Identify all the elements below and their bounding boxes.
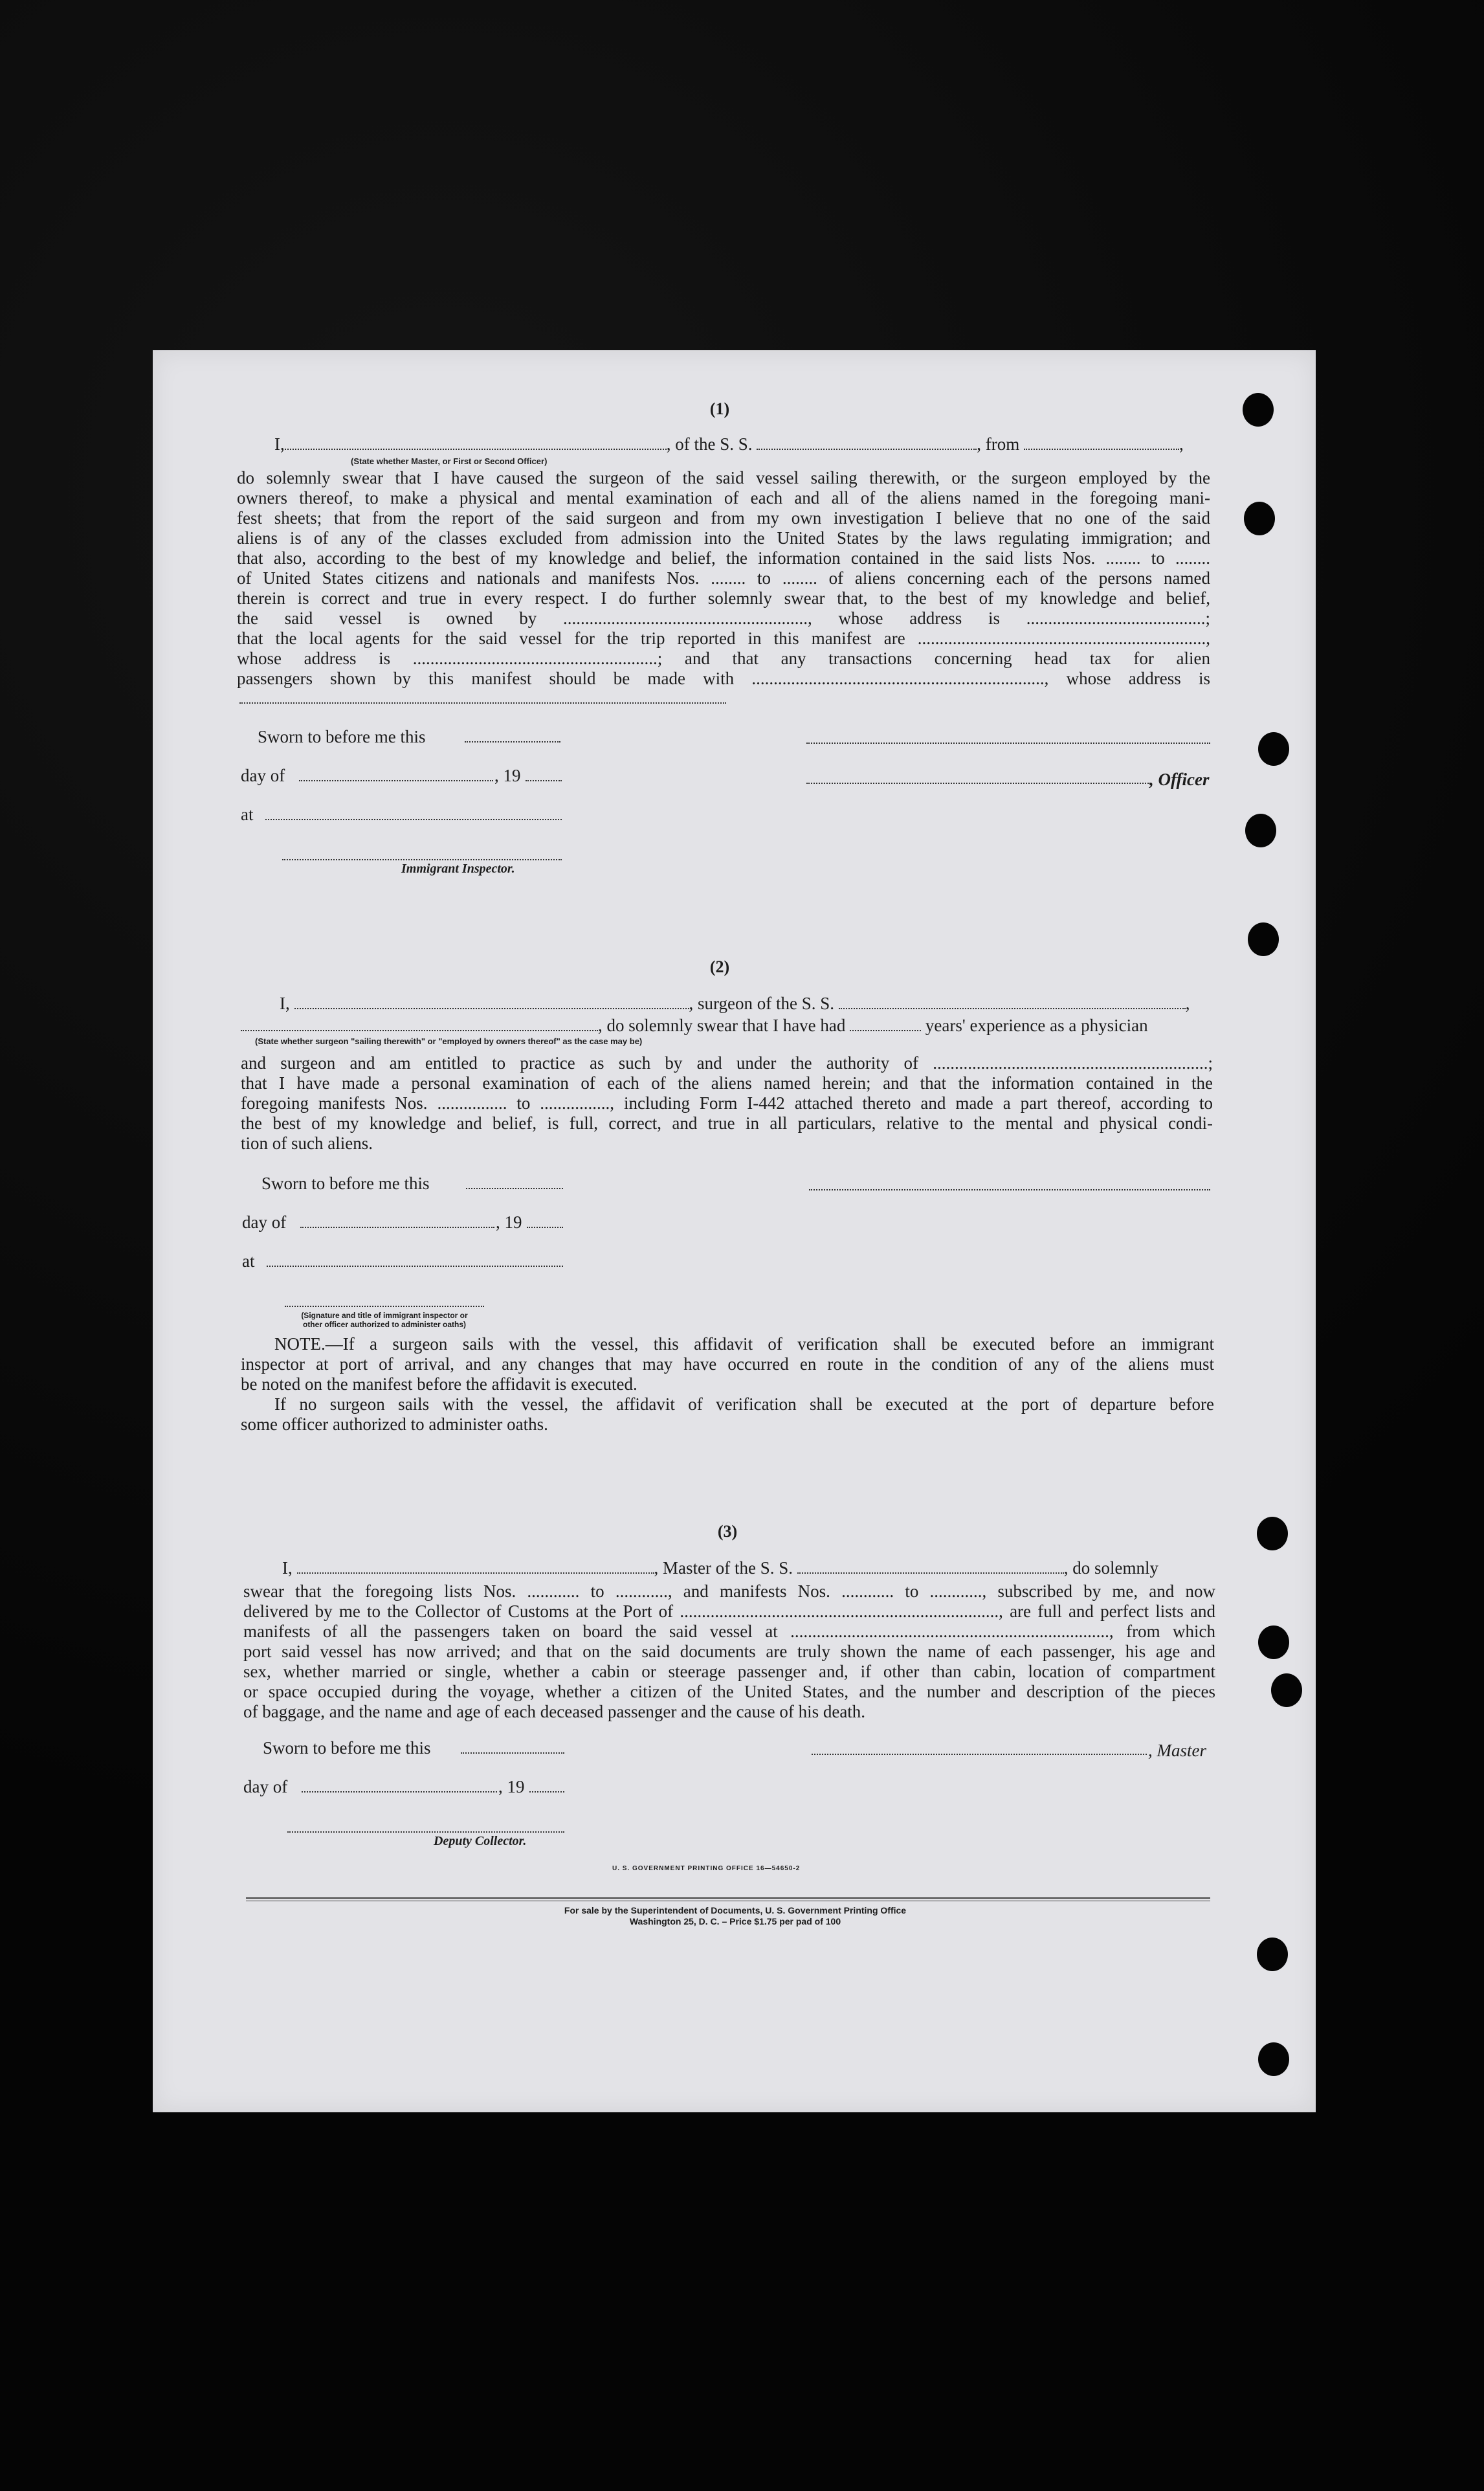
signature-note-line: (Signature and title of immigrant inspector or [301, 1311, 468, 1320]
section-3-heading: (3) [717, 1522, 738, 1541]
body-line: or space occupied during the voyage, whether a citizen of the United States, and the number and description of the pieces [243, 1682, 1215, 1701]
note-line: inspector at port of arrival, and any changes that may have occurred en route in the condition of any of the aliens must [241, 1354, 1214, 1374]
from-label: , from [977, 434, 1020, 454]
section-2-line-2 [241, 1016, 1148, 1035]
address-continuation-field[interactable] [239, 702, 726, 704]
administering-officer-signature-field[interactable] [285, 1306, 484, 1307]
body-line: passengers shown by this manifest should be made with ..................................................................., whose address is [237, 669, 1210, 688]
punch-hole [1271, 1673, 1302, 1707]
year-label: , 19 [496, 1212, 522, 1232]
body-line: and surgeon and am entitled to practice as such by and under the authority of ...............................................................; [241, 1053, 1213, 1073]
body-line: port said vessel has now arrived; and that on the said documents are truly shown the name of each passenger, his age and [243, 1642, 1215, 1661]
day-month-field[interactable] [300, 1227, 494, 1228]
body-line: foregoing manifests Nos. ................ to ................, including Form I-442 attached thereto and made a part thereof, according to [241, 1093, 1213, 1113]
body-line: aliens is of any of the classes excluded from admission into the United States by the laws regulating immigration; and [237, 528, 1210, 548]
body-line: swear that the foregoing lists Nos. ............ to ............, and manifests Nos. ............ to ............, subscribed by me, and now [243, 1581, 1215, 1601]
note-line: If no surgeon sails with the vessel, the affidavit of verification shall be executed at the port of departure before [274, 1394, 1214, 1414]
collector-caption: Deputy Collector. [434, 1834, 527, 1848]
body-line: that the local agents for the said vessel for the trip reported in this manifest are .................................................................., [237, 629, 1210, 648]
from-port-field[interactable] [1024, 437, 1179, 450]
year-label: , 19 [498, 1777, 525, 1796]
year-label: , 19 [494, 766, 521, 785]
i-label: I, [282, 1558, 293, 1578]
signature-note [285, 1311, 484, 1329]
note-line: some officer authorized to administer oaths. [241, 1414, 548, 1434]
master-of-label: , Master of the S. S. [654, 1558, 793, 1578]
note-line: be noted on the manifest before the affidavit is executed. [241, 1374, 637, 1394]
body-line: do solemnly swear that I have caused the surgeon of the said vessel sailing therewith, or the surgeon employed by the [237, 468, 1210, 487]
day-of-label: day of [241, 766, 285, 785]
surgeon-status-field[interactable] [241, 1018, 598, 1031]
note-line: NOTE.—If a surgeon sails with the vessel, this affidavit of verification shall be executed before an immigrant [274, 1334, 1214, 1354]
master-signature-field[interactable] [812, 1754, 1147, 1755]
section-2-heading: (2) [709, 957, 730, 976]
punch-hole [1257, 1517, 1288, 1550]
at-label: at [241, 805, 254, 824]
inspector-signature-field[interactable] [282, 859, 562, 860]
section-3-line-1 [282, 1558, 1158, 1578]
surgeon-note-paragraph [241, 1334, 1214, 1435]
solemnly-label: , do solemnly [1063, 1558, 1158, 1578]
sworn-date-field[interactable] [466, 1188, 563, 1189]
printer-imprint: U. S. GOVERNMENT PRINTING OFFICE 16—54650-2 [612, 1865, 801, 1872]
sworn-date-field[interactable] [465, 741, 560, 743]
body-line: the best of my knowledge and belief, is full, correct, and true in all particulars, relative to the mental and physical condi- [241, 1113, 1213, 1133]
officer-signature-field[interactable] [806, 743, 1210, 744]
day-month-field[interactable] [302, 1791, 497, 1793]
section-1-line-1: I, , of the S. S. , from , [274, 434, 1184, 454]
body-line: delivered by me to the Collector of Customs at the Port of ........................................................................., are full and perfect lists and [243, 1602, 1215, 1621]
body-line: owners thereof, to make a physical and mental examination of each and all of the aliens named in the foregoing mani- [237, 488, 1210, 508]
body-line: fest sheets; that from the report of the said surgeon and from my own investigation I believe that no one of the said [237, 508, 1210, 528]
body-line: that I have made a personal examination of each of the aliens named herein; and that the information contained in the [241, 1073, 1213, 1093]
body-line: sex, whether married or single, whether a cabin or steerage passenger and, if other than cabin, location of compartment [243, 1662, 1215, 1681]
body-line: the said vessel is owned by ........................................................, whose address is .........................................; [237, 609, 1210, 628]
master-label: , Master [1148, 1741, 1206, 1760]
i-label: I, [280, 994, 290, 1013]
master-vessel-field[interactable] [797, 1561, 1064, 1574]
officer-name-field[interactable] [285, 437, 667, 450]
section-2-body [241, 1053, 1213, 1154]
master-name-field[interactable] [297, 1561, 654, 1574]
punch-hole [1257, 1938, 1288, 1971]
officer-label: , Officer [1149, 770, 1210, 789]
punch-hole [1258, 2042, 1289, 2076]
punch-hole [1258, 732, 1289, 766]
surgeon-signature-field[interactable] [809, 1189, 1210, 1190]
body-line: of United States citizens and nationals and manifests Nos. ........ to ........ of aliens concerning each of the persons named [237, 568, 1210, 588]
body-line: whose address is ........................................................; and that any transactions concerning head tax for alien [237, 649, 1210, 668]
punch-hole [1244, 502, 1275, 535]
footer-rule [246, 1897, 1210, 1899]
at-place-field[interactable] [267, 1266, 563, 1267]
section-3-body [243, 1581, 1215, 1722]
body-line: manifests of all the passengers taken on board the said vessel at ........................................................................., from which [243, 1622, 1215, 1641]
footer [476, 1905, 994, 1927]
manifest-form-page [153, 350, 1316, 2112]
sworn-label: Sworn to before me this [263, 1738, 431, 1758]
inspector-caption: Immigrant Inspector. [401, 862, 515, 876]
years-label: years' experience as a physician [925, 1016, 1148, 1035]
sworn-label: Sworn to before me this [261, 1174, 430, 1193]
punch-hole [1248, 922, 1279, 956]
day-of-label: day of [242, 1212, 287, 1232]
signature-note-line: other officer authorized to administer oaths) [302, 1320, 467, 1329]
vessel-label: , of the S. S. [666, 434, 753, 454]
punch-hole [1245, 814, 1276, 847]
surgeon-note: (State whether surgeon "sailing therewith" or "employed by owners thereof" as the case may be) [255, 1036, 643, 1046]
section-1-body [237, 468, 1210, 689]
years-field[interactable] [850, 1018, 921, 1031]
body-line: of baggage, and the name and age of each deceased passenger and the cause of his death. [243, 1702, 866, 1721]
solemnly-label: , do solemnly swear that I have had [598, 1016, 846, 1035]
year-field[interactable] [526, 780, 562, 781]
section-2-line-1: I, , surgeon of the S. S. , [280, 994, 1190, 1013]
body-line: therein is correct and true in every respect. I do further solemnly swear that, to the best of my knowledge and belief, [237, 588, 1210, 608]
master-note: (State whether Master, or First or Second Officer) [351, 456, 548, 466]
body-line: that also, according to the best of my knowledge and belief, the information contained in the said lists Nos. ........ to ........ [237, 548, 1210, 568]
year-field[interactable] [527, 1227, 563, 1228]
day-of-label: day of [243, 1777, 288, 1796]
vessel-name-field[interactable] [757, 437, 977, 450]
at-label: at [242, 1251, 255, 1271]
at-place-field[interactable] [265, 819, 562, 820]
officer-title-field[interactable] [806, 783, 1151, 784]
surgeon-vessel-field[interactable] [839, 996, 1186, 1009]
punch-hole [1258, 1625, 1289, 1659]
year-field[interactable] [529, 1791, 564, 1793]
punch-hole [1243, 393, 1274, 427]
sworn-date-field[interactable] [461, 1752, 564, 1754]
footer-line: For sale by the Superintendent of Documents, U. S. Government Printing Office [564, 1905, 907, 1916]
day-month-field[interactable] [299, 780, 493, 781]
i-label: I, [274, 434, 285, 454]
surgeon-name-field[interactable] [294, 996, 689, 1009]
section-1-heading: (1) [709, 399, 730, 418]
surgeon-of-label: , surgeon of the S. S. [689, 994, 835, 1013]
footer-line: Washington 25, D. C. – Price $1.75 per pad of 100 [629, 1916, 841, 1927]
sworn-label: Sworn to before me this [258, 727, 426, 746]
body-line: tion of such aliens. [241, 1134, 373, 1153]
collector-signature-field[interactable] [287, 1831, 564, 1833]
